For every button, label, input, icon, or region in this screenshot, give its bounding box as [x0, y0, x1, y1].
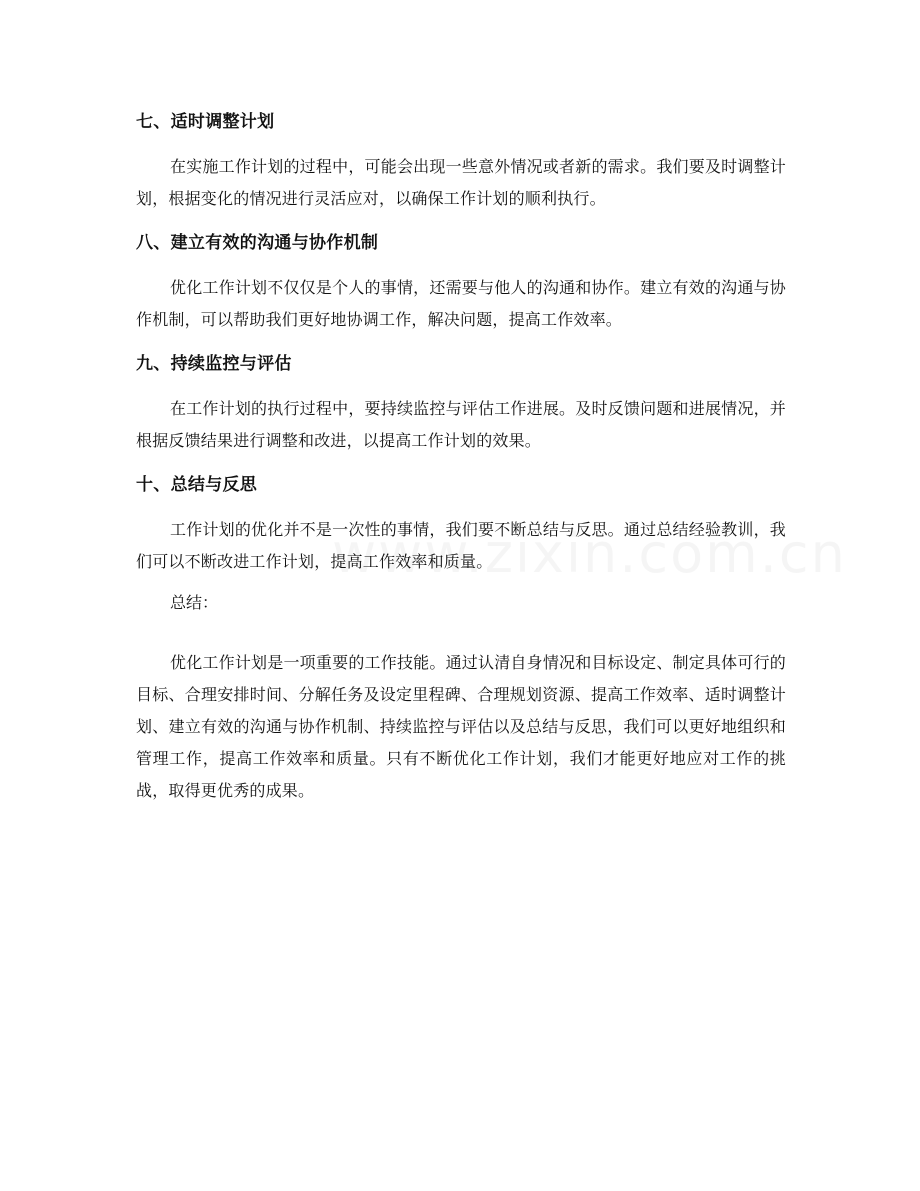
section-monitoring [136, 345, 786, 457]
summary-section [136, 587, 786, 807]
section-adjust-plan [136, 103, 786, 215]
section-heading: 十、总结与反思 [136, 475, 258, 495]
section-communication [136, 224, 786, 336]
section-paragraph: 在实施工作计划的过程中，可能会出现一些意外情况或者新的需求。我们要及时调整计划，根据变化的情况进行灵活应对，以确保工作计划的顺利执行。 [136, 157, 786, 208]
section-paragraph: 优化工作计划不仅仅是个人的事情，还需要与他人的沟通和协作。建立有效的沟通与协作机制，可以帮助我们更好地协调工作，解决问题，提高工作效率。 [136, 278, 786, 329]
section-paragraph: 工作计划的优化并不是一次性的事情，我们要不断总结与反思。通过总结经验教训，我们可以不断改进工作计划，提高工作效率和质量。 [136, 520, 786, 571]
section-heading: 九、持续监控与评估 [136, 354, 292, 374]
section-heading: 七、适时调整计划 [136, 112, 275, 132]
section-paragraph: 在工作计划的执行过程中，要持续监控与评估工作进展。及时反馈问题和进展情况，并根据反馈结果进行调整和改进，以提高工作计划的效果。 [136, 399, 786, 450]
summary-paragraph: 优化工作计划是一项重要的工作技能。通过认清自身情况和目标设定、制定具体可行的目标、合理安排时间、分解任务及设定里程碑、合理规划资源、提高工作效率、适时调整计划、建立有效的沟通与协作机制、持续监控与评估以及总结与反思，我们可以更好地组织和管理工作，提高工作效率和质量。只有不断优化工作计划，我们才能更好地应对工作的挑战，取得更优秀的成果。 [136, 653, 786, 800]
section-reflection [136, 466, 786, 578]
summary-label: 总结： [170, 593, 219, 612]
document-content [136, 103, 786, 816]
section-heading: 八、建立有效的沟通与协作机制 [136, 233, 379, 253]
